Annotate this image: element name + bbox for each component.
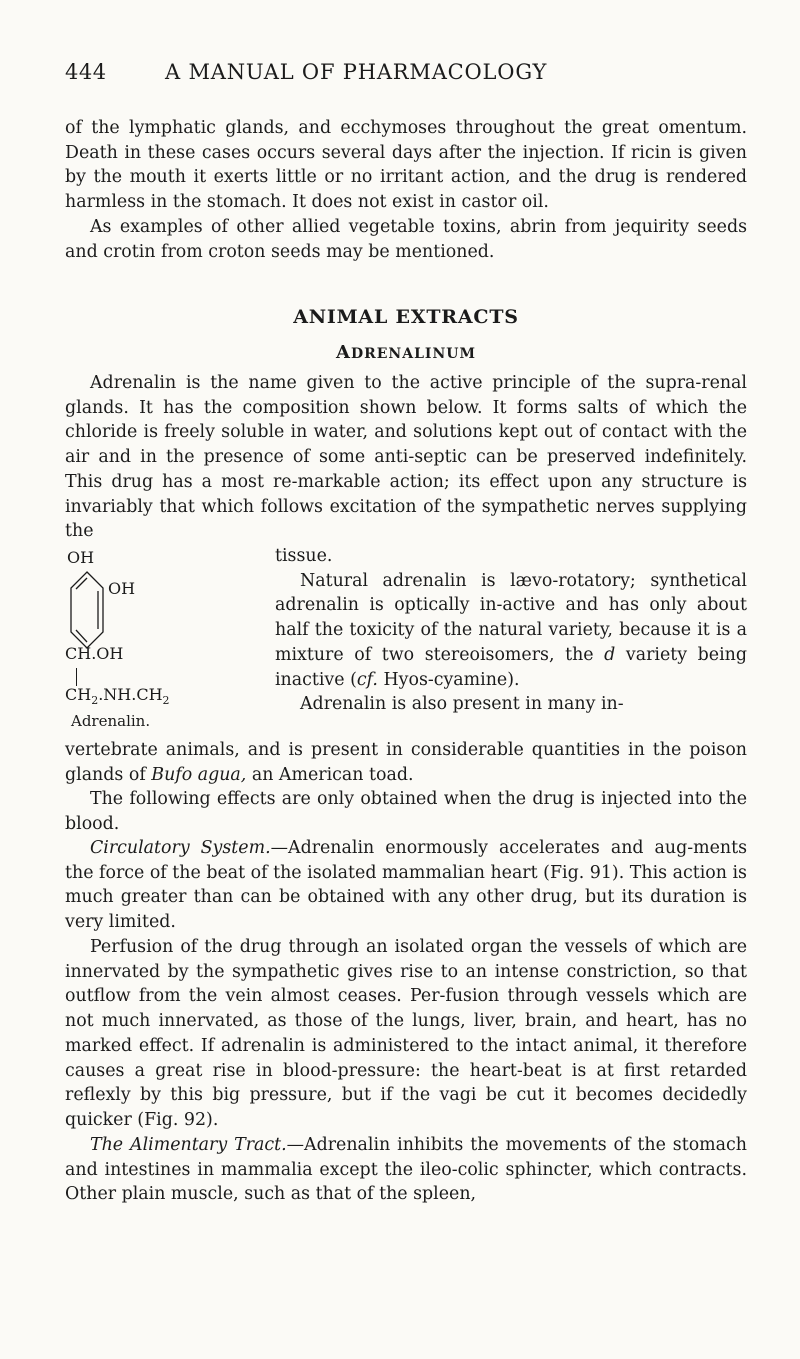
paragraph-ricin-continued: of the lymphatic glands, and ecchymoses throughout the great omentum. Death in these cases occurs several days after the injection. If ricin is given by the mouth it exerts little or no irritant action, and the drug is rendered harmless in the stomach. It does not exist in castor oil. xyxy=(65,118,747,213)
running-head: A MANUAL OF PHARMACOLOGY xyxy=(165,60,548,84)
formula-caption: Adrenalin. xyxy=(71,712,151,730)
formula-sub-a: 2 xyxy=(91,694,99,708)
side-text-laevo-b: variety being inactive ( xyxy=(275,644,747,690)
sub-heading-initial: A xyxy=(336,342,351,363)
formula-nh-ch: .NH.CH xyxy=(98,685,163,704)
formula-bond-line xyxy=(76,668,77,686)
paragraph-alimentary-tract xyxy=(65,1133,747,1207)
invertebrates-text-a: vertebrate animals, and is present in considerable quantities in the poison glands of xyxy=(65,740,747,785)
paragraph-injected-effects: The following effects are only obtained when the drug is injected into the blood. xyxy=(65,789,747,834)
alimentary-text: —Adrenalin inhibits the movements of the stomach and intestines in mammalia except the ileo-colic sphincter, which contracts. Other plain muscle, such as that of the spleen, xyxy=(65,1135,747,1205)
circulatory-text: —Adrenalin enormously accelerates and aug-ments the force of the beat of the isolated mammalian heart (Fig. 91). This action is much greater than can be obtained with any other drug, but its duration is very limited. xyxy=(65,838,748,933)
alimentary-label: The Alimentary Tract. xyxy=(90,1135,287,1155)
paragraph-perfusion: Perfusion of the drug through an isolated organ the vessels of which are innervated by the sympathetic gives rise to an intense constriction, so that outflow from the vein almost ceases. Per-fusion through vessels which are not much innervated, as those of the lungs, liver, brain, and heart, has no marked effect. If adrenalin is administered to the intact animal, it therefore causes a great rise in blood-pressure: the heart-beat is at first retarded reflexly by this big pressure, but if the vagi be cut it becomes decidedly quicker (Fig. 92). xyxy=(65,937,747,1130)
benzene-inner-bond-top xyxy=(76,578,87,589)
benzene-inner-bond-bottom xyxy=(76,630,87,642)
side-text-laevo-c: Hyos-cyamine). xyxy=(377,669,520,690)
bufo-agua: Bufo agua, xyxy=(151,764,247,785)
sub-heading-rest: DRENALINUM xyxy=(350,346,476,362)
formula-ch2-a: CH xyxy=(65,685,92,704)
paragraph-circulatory-system xyxy=(65,836,747,935)
side-text-tissue: tissue. xyxy=(275,546,333,566)
adrenalin-side-text xyxy=(275,544,747,717)
side-text-cf: cf. xyxy=(356,669,378,690)
side-text-laevo-rotatory xyxy=(275,569,747,693)
formula-sub-b: 2 xyxy=(162,694,170,708)
side-text-also-present: Adrenalin is also present in many in- xyxy=(300,694,624,715)
circulatory-label: Circulatory System. xyxy=(90,838,271,858)
side-text-laevo-a: Natural adrenalin is lævo-rotatory; synthetical adrenalin is optically in-active and has only about half the toxicity of the natural variety, because it is a mixture of two stereoisomers, the xyxy=(275,570,747,665)
formula-ch2-nh-ch2 xyxy=(65,685,170,707)
formula-oh-side: OH xyxy=(108,579,136,598)
side-text-d-variety: d xyxy=(604,644,616,665)
page-number: 444 xyxy=(65,60,107,84)
invertebrates-text-b: an American toad. xyxy=(246,764,414,785)
sub-heading-adrenalinum xyxy=(65,342,747,363)
formula-choh: CH.OH xyxy=(65,644,124,663)
page-header xyxy=(65,60,747,96)
paragraph-invertebrates xyxy=(65,738,747,787)
paragraph-adrenalin-intro: Adrenalin is the name given to the active principle of the supra-renal glands. It has the composition shown below. It forms salts of which the chloride is freely soluble in water, and solutions kept out of contact with the air and in the presence of some anti-septic can be preserved indefinitely. This drug has a most re-markable action; its effect upon any structure is invariably that which follows excitation of the sympathetic nerves supplying the xyxy=(65,373,747,542)
section-heading-animal-extracts: ANIMAL EXTRACTS xyxy=(293,306,519,328)
formula-oh-top: OH xyxy=(67,548,95,567)
adrenalin-structural-formula xyxy=(65,548,215,738)
book-page xyxy=(65,0,747,1359)
paragraph-vegetable-toxins: As examples of other allied vegetable toxins, abrin from jequirity seeds and crotin from croton seeds may be mentioned. xyxy=(65,217,747,262)
